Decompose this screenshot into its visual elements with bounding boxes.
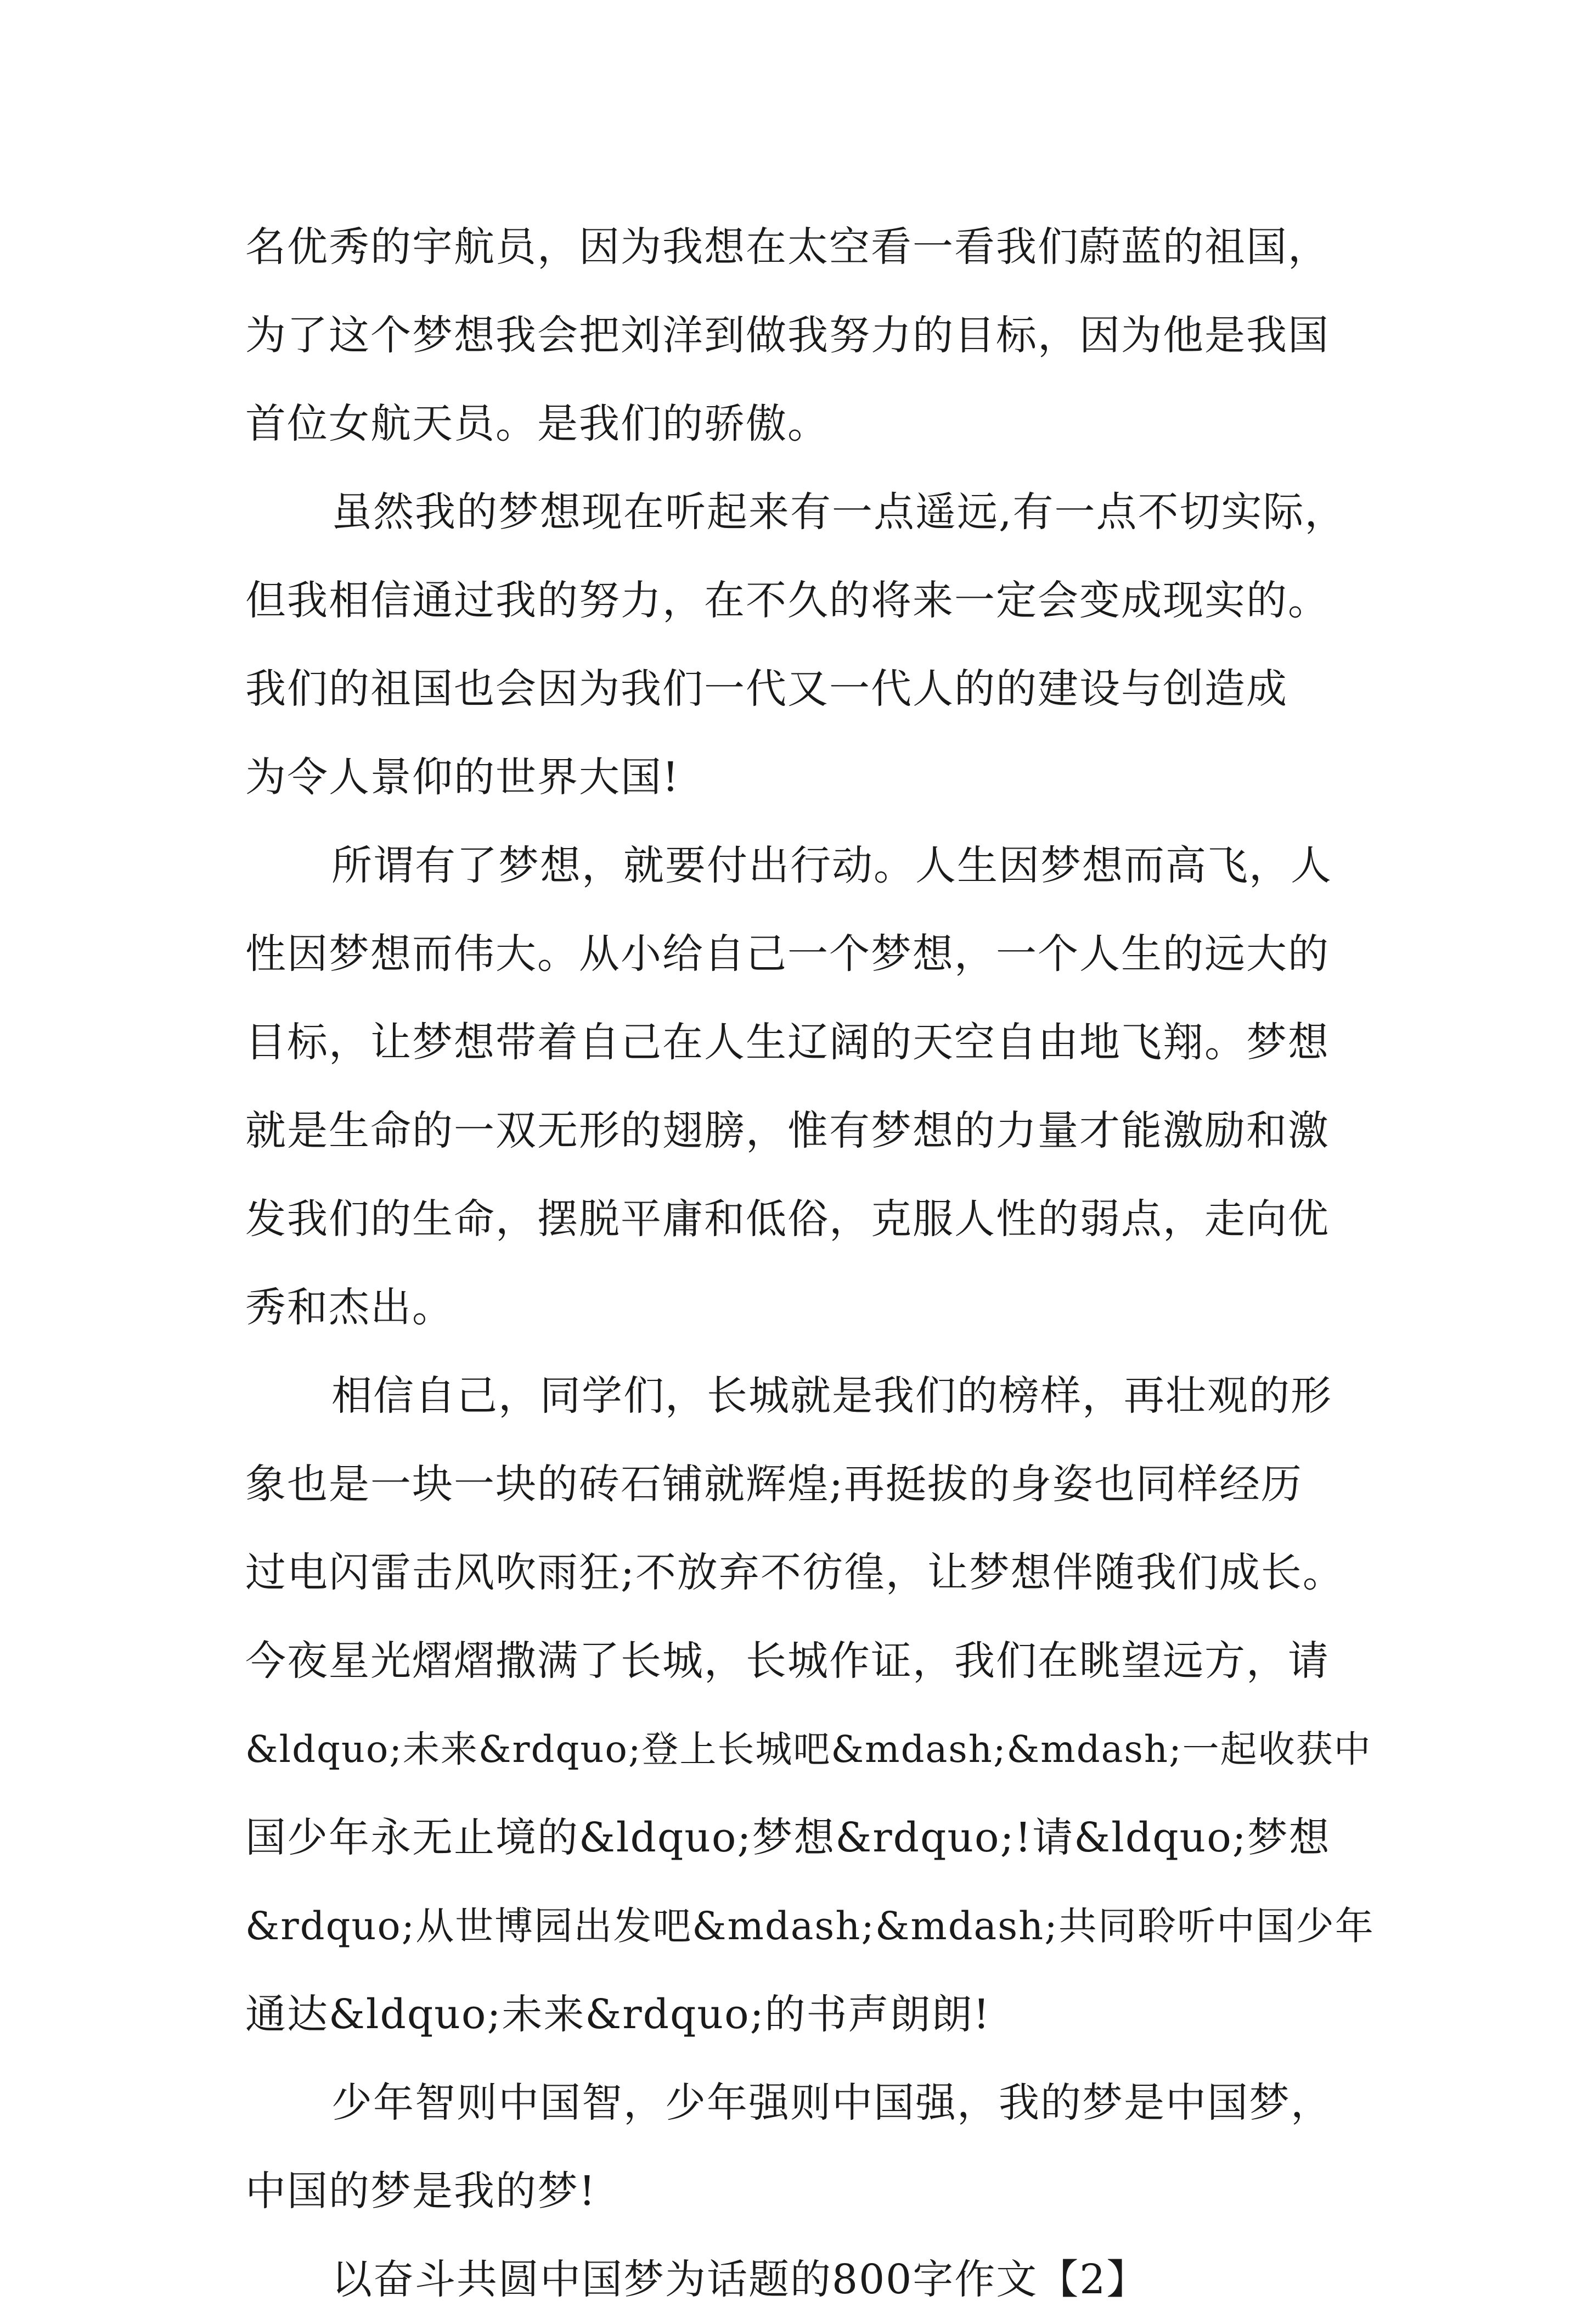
text-line: 但我相信通过我的努力，在不久的将来一定会变成现实的。	[245, 577, 1330, 624]
text-line: 发我们的生命，摆脱平庸和低俗，克服人性的弱点，走向优	[245, 1195, 1330, 1243]
text-line: 为令人景仰的世界大国!	[245, 754, 680, 801]
section-heading: 以奋斗共圆中国梦为话题的800字作文【2】	[331, 2256, 1148, 2303]
text-line: 目标，让梦想带着自己在人生辽阔的天空自由地飞翔。梦想	[245, 1019, 1330, 1066]
text-line: 首位女航天员。是我们的骄傲。	[245, 400, 829, 447]
paragraph-start-line: 少年智则中国智，少年强则中国强，我的梦是中国梦，	[331, 2079, 1332, 2126]
text-line: 性因梦想而伟大。从小给自己一个梦想，一个人生的远大的	[245, 930, 1330, 978]
text-line: 今夜星光熠熠撒满了长城，长城作证，我们在眺望远方，请	[245, 1637, 1330, 1685]
text-line: &ldquo;未来&rdquo;登上长城吧&mdash;&mdash;一起收获中	[245, 1728, 1372, 1771]
text-line: 我们的祖国也会因为我们一代又一代人的的建设与创造成	[245, 665, 1288, 712]
text-line: &rdquo;从世博园出发吧&mdash;&mdash;共同聆听中国少年	[245, 1904, 1375, 1949]
text-line: 名优秀的宇航员，因为我想在太空看一看我们蔚蓝的祖国，	[245, 223, 1330, 271]
text-line: 就是生命的一双无形的翅膀，惟有梦想的力量才能激励和激	[245, 1107, 1330, 1154]
body-text	[245, 203, 1387, 2324]
text-line: 秀和杰出。	[245, 1284, 454, 1331]
paragraph-start-line: 所谓有了梦想，就要付出行动。人生因梦想而高飞，人	[331, 842, 1332, 889]
text-line: 象也是一块一块的砖石铺就辉煌;再挺拔的身姿也同样经历	[245, 1461, 1303, 1508]
text-line: 通达&ldquo;未来&rdquo;的书声朗朗!	[245, 1991, 991, 2038]
text-line: 过电闪雷击风吹雨狂;不放弃不彷徨，让梦想伴随我们成长。	[245, 1549, 1344, 1596]
text-line: 中国的梦是我的梦!	[245, 2168, 596, 2215]
text-line: 为了这个梦想我会把刘洋到做我努力的目标，因为他是我国	[245, 312, 1330, 359]
paragraph-start-line: 虽然我的梦想现在听起来有一点遥远,有一点不切实际，	[331, 489, 1347, 536]
text-line: 国少年永无止境的&ldquo;梦想&rdquo;!请&ldquo;梦想	[245, 1814, 1331, 1861]
paragraph-start-line: 相信自己，同学们，长城就是我们的榜样，再壮观的形	[331, 1372, 1332, 1419]
